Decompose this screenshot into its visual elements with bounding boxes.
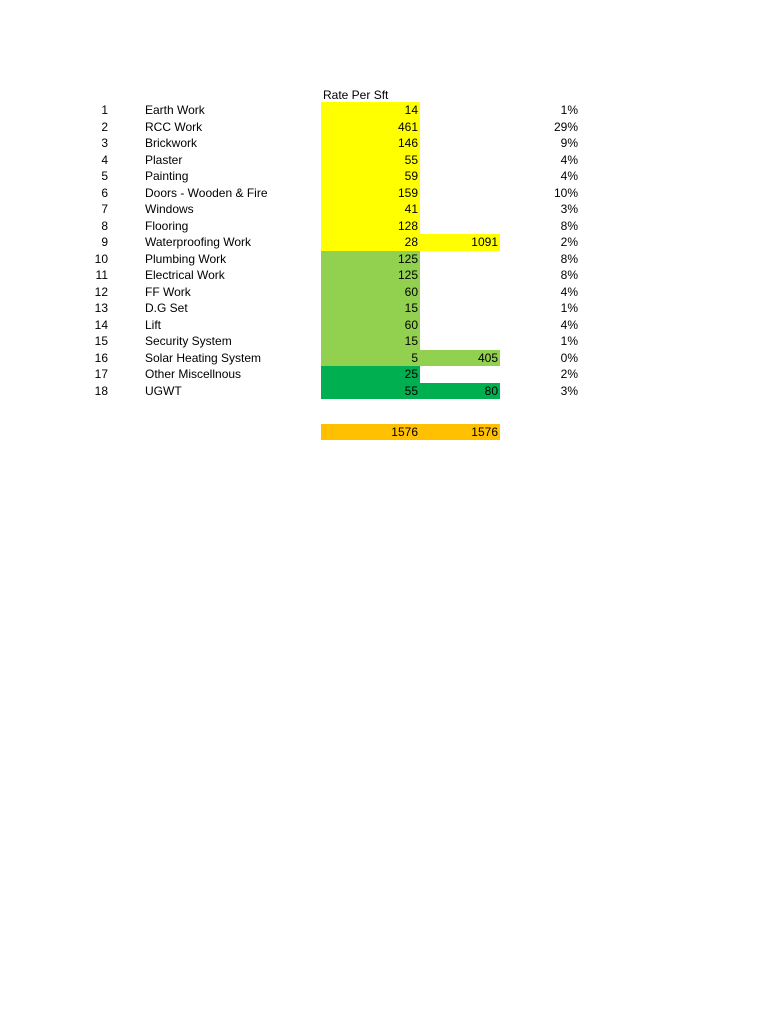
item-name-cell[interactable]: RCC Work (145, 119, 203, 134)
percentage-cell[interactable]: 2% (560, 235, 578, 249)
rate-total-cell[interactable]: 1576 (321, 424, 420, 441)
item-name-cell[interactable]: Lift (145, 317, 162, 332)
rate-cell[interactable]: 15 (321, 300, 420, 317)
rate-cell[interactable]: 14 (321, 102, 420, 119)
rate-cell[interactable]: 15 (321, 333, 420, 350)
group-subtotal-cell[interactable] (420, 317, 500, 334)
table-row (0, 317, 768, 334)
rate-cell[interactable]: 55 (321, 152, 420, 169)
table-row (0, 234, 768, 251)
percentage-cell[interactable]: 4% (560, 169, 578, 183)
table-row (0, 119, 768, 136)
rate-cell[interactable]: 461 (321, 119, 420, 136)
group-total-cell[interactable]: 1576 (420, 424, 500, 441)
group-subtotal-cell[interactable] (420, 333, 500, 350)
item-name-cell[interactable]: Solar Heating System (145, 350, 262, 365)
item-name-cell[interactable]: Windows (145, 202, 194, 216)
item-name-cell[interactable]: Flooring (145, 218, 189, 233)
item-name-cell[interactable]: FF Work (145, 284, 191, 299)
group-subtotal-cell[interactable] (420, 201, 500, 218)
rate-cell[interactable]: 41 (321, 201, 420, 218)
rate-cell[interactable]: 28 (321, 234, 420, 251)
totals-row (0, 424, 768, 441)
percentage-cell[interactable]: 1% (560, 334, 578, 348)
group-subtotal-cell[interactable] (420, 135, 500, 152)
group-subtotal-cell[interactable]: 405 (420, 350, 500, 367)
table-row (0, 168, 768, 185)
serial-number-cell: 1 (101, 103, 108, 117)
percentage-cell[interactable]: 2% (560, 367, 578, 381)
serial-number-cell: 17 (94, 367, 108, 381)
rate-cell[interactable]: 146 (321, 135, 420, 152)
rate-cell[interactable]: 125 (321, 267, 420, 284)
group-subtotal-cell[interactable] (420, 366, 500, 383)
table-row (0, 350, 768, 367)
table-row (0, 102, 768, 119)
group-subtotal-cell[interactable] (420, 251, 500, 268)
percentage-cell[interactable]: 29% (553, 119, 578, 134)
rate-cell[interactable]: 60 (321, 317, 420, 334)
serial-number-cell: 8 (101, 218, 108, 233)
group-subtotal-cell[interactable] (420, 119, 500, 136)
item-name-cell[interactable]: Brickwork (145, 136, 198, 150)
rate-cell[interactable]: 159 (321, 185, 420, 202)
percentage-cell[interactable]: 1% (560, 301, 578, 315)
rate-cell[interactable]: 60 (321, 284, 420, 301)
item-name-cell[interactable]: Other Miscellnous (145, 367, 242, 381)
table-row (0, 185, 768, 202)
group-subtotal-cell[interactable] (420, 168, 500, 185)
item-name-cell[interactable]: Painting (145, 169, 189, 183)
serial-number-cell: 10 (94, 251, 108, 266)
table-row (0, 284, 768, 301)
percentage-cell[interactable]: 0% (560, 350, 578, 365)
serial-number-cell: 11 (95, 268, 108, 282)
serial-number-cell: 13 (94, 301, 108, 315)
table-row (0, 135, 768, 152)
serial-number-cell: 18 (94, 383, 108, 398)
percentage-cell[interactable]: 3% (560, 202, 578, 216)
serial-number-cell: 12 (94, 284, 108, 299)
table-row (0, 267, 768, 284)
item-name-cell[interactable]: Electrical Work (145, 268, 225, 282)
group-subtotal-cell[interactable]: 80 (420, 383, 500, 400)
group-subtotal-cell[interactable] (420, 300, 500, 317)
group-subtotal-cell[interactable] (420, 267, 500, 284)
item-name-cell[interactable]: Waterproofing Work (145, 235, 252, 249)
rate-cell[interactable]: 25 (321, 366, 420, 383)
table-row (0, 201, 768, 218)
table-row (0, 251, 768, 268)
table-row (0, 300, 768, 317)
serial-number-cell: 16 (94, 350, 108, 365)
serial-number-cell: 5 (101, 169, 108, 183)
group-subtotal-cell[interactable] (420, 185, 500, 202)
group-subtotal-cell[interactable] (420, 218, 500, 235)
table-row (0, 366, 768, 383)
item-name-cell[interactable]: Plumbing Work (145, 251, 227, 266)
rate-cell[interactable]: 55 (321, 383, 420, 400)
percentage-cell[interactable]: 8% (560, 251, 578, 266)
serial-number-cell: 14 (94, 317, 108, 332)
table-row (0, 333, 768, 350)
item-name-cell[interactable]: Security System (145, 334, 232, 348)
item-name-cell[interactable]: UGWT (145, 383, 182, 398)
percentage-cell[interactable]: 3% (560, 383, 578, 398)
serial-number-cell: 2 (101, 119, 108, 134)
serial-number-cell: 3 (101, 136, 108, 150)
percentage-cell[interactable]: 1% (560, 103, 578, 117)
rate-cell[interactable]: 59 (321, 168, 420, 185)
serial-number-cell: 7 (101, 202, 108, 216)
percentage-cell[interactable]: 4% (560, 317, 578, 332)
item-name-cell[interactable]: Plaster (145, 152, 183, 167)
serial-number-cell: 4 (101, 152, 108, 167)
serial-number-cell: 15 (94, 334, 108, 348)
percentage-cell[interactable]: 8% (560, 218, 578, 233)
group-subtotal-cell[interactable] (420, 102, 500, 119)
group-subtotal-cell[interactable]: 1091 (420, 234, 500, 251)
percentage-cell[interactable]: 10% (553, 185, 578, 200)
percentage-cell[interactable]: 9% (560, 136, 578, 150)
table-row (0, 218, 768, 235)
item-name-cell[interactable]: Doors - Wooden & Fire (145, 185, 268, 200)
percentage-cell[interactable]: 4% (560, 152, 578, 167)
percentage-cell[interactable]: 4% (560, 284, 578, 299)
rate-cell[interactable]: 128 (321, 218, 420, 235)
serial-number-cell: 6 (101, 185, 108, 200)
percentage-cell[interactable]: 8% (560, 268, 578, 282)
table-row (0, 383, 768, 400)
rate-cell[interactable]: 125 (321, 251, 420, 268)
serial-number-cell: 9 (101, 235, 108, 249)
rate-cell[interactable]: 5 (321, 350, 420, 367)
rate-per-sft-header: Rate Per Sft (323, 88, 389, 102)
group-subtotal-cell[interactable] (420, 152, 500, 169)
item-name-cell[interactable]: Earth Work (145, 103, 205, 117)
item-name-cell[interactable]: D.G Set (145, 301, 188, 315)
group-subtotal-cell[interactable] (420, 284, 500, 301)
table-row (0, 152, 768, 169)
